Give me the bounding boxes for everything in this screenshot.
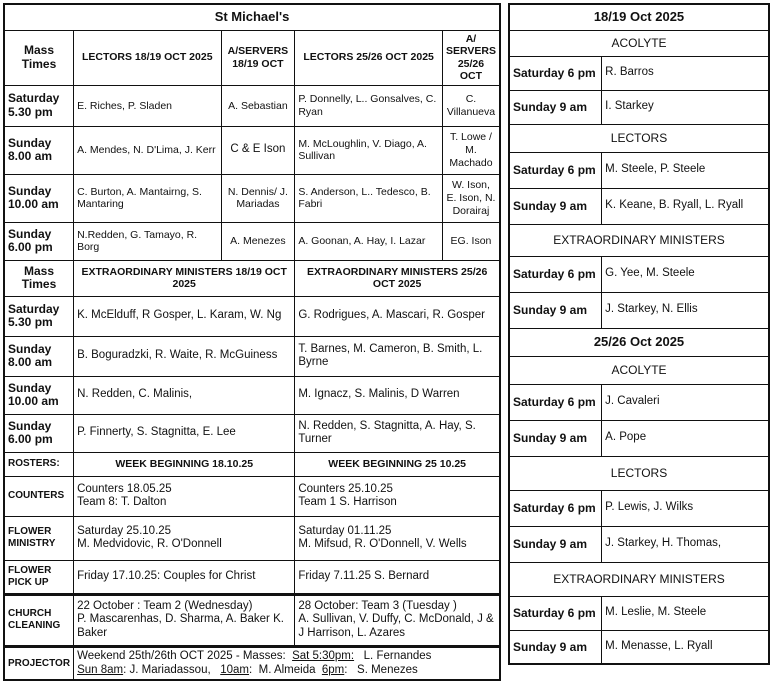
section-extraordinary-ministers: EXTRAORDINARY MINISTERS [509, 224, 769, 256]
mass-time: Sunday 8.00 am [4, 126, 74, 174]
roster-names: I. Starkey [602, 90, 769, 124]
mass-time: Sunday 10.00 am [4, 376, 74, 414]
em-a: N. Redden, C. Malinis, [74, 376, 295, 414]
roster-names: G. Yee, M. Steele [602, 256, 769, 292]
st-michaels-roster-table [3, 3, 501, 681]
projector-details [74, 646, 500, 680]
flower-ministry-b-names: M. Mifsud, R. O'Donnell, V. Wells [298, 538, 467, 551]
lectors-b: P. Donnelly, L.. Gonsalves, C. Ryan [295, 85, 443, 126]
em-b: G. Rodrigues, A. Mascari, R. Gosper [295, 296, 500, 336]
mass-time: Sunday 8.00 am [4, 336, 74, 376]
projector-sat-time: Sat 5:30pm: [292, 649, 355, 662]
roster-names: A. Pope [602, 420, 769, 456]
lectors-b: S. Anderson, L.. Tedesco, B. Fabri [295, 174, 443, 222]
servers-b: T. Lowe / M. Machado [442, 126, 500, 174]
roster-day: Sunday 9 am [509, 420, 602, 456]
em-b: M. Ignacz, S. Malinis, D Warren [295, 376, 500, 414]
lectors-a: A. Mendes, N. D'Lima, J. Kerr [74, 126, 221, 174]
projector-6pm: 6pm [321, 663, 345, 676]
em-a: P. Finnerty, S. Stagnitta, E. Lee [74, 414, 295, 452]
church-cleaning-a-team: 22 October : Team 2 (Wednesday) [77, 599, 253, 612]
church-cleaning-b-names: A. Sullivan, V. Duffy, C. McDonald, J & J Harrison, L. Azares [298, 613, 494, 640]
servers-header-b: A/ SERVERS 25/26 OCT [442, 30, 500, 85]
flower-ministry-b [295, 516, 500, 560]
mass-time: Saturday 5.30 pm [4, 296, 74, 336]
servers-b: C. Villanueva [442, 85, 500, 126]
counters-b-team: Team 1 S. Harrison [298, 496, 397, 509]
roster-day: Saturday 6 pm [509, 490, 602, 526]
second-parish-roster-table [508, 3, 770, 665]
roster-names: J. Starkey, H. Thomas, [602, 526, 769, 562]
projector-10am-name: : M. Almeida [249, 663, 322, 676]
church-cleaning-b [295, 594, 500, 646]
roster-names: M. Menasse, L. Ryall [602, 630, 769, 664]
roster-day: Saturday 6 pm [509, 56, 602, 90]
roster-names: K. Keane, B. Ryall, L. Ryall [602, 188, 769, 224]
date-title: 25/26 Oct 2025 [509, 328, 769, 356]
mass-time: Saturday 5.30 pm [4, 85, 74, 126]
counters-a [74, 476, 295, 516]
flower-pickup-b: Friday 7.11.25 S. Bernard [295, 560, 500, 594]
church-cleaning-a-names: P. Mascarenhas, D. Sharma, A. Baker K. Baker [77, 613, 284, 640]
section-extraordinary-ministers: EXTRAORDINARY MINISTERS [509, 562, 769, 596]
em-b: N. Redden, S. Stagnitta, A. Hay, S. Turner [295, 414, 500, 452]
projector-label: PROJECTOR [4, 646, 74, 680]
lectors-a: C. Burton, A. Mantairng, S. Mantaring [74, 174, 221, 222]
roster-day: Sunday 9 am [509, 188, 602, 224]
flower-pickup-label: FLOWER PICK UP [4, 560, 74, 594]
mass-times-header: Mass Times [4, 30, 74, 85]
mass-times-header: Mass Times [4, 260, 74, 296]
lectors-a: N.Redden, G. Tamayo, R. Borg [74, 222, 221, 260]
roster-names: J. Cavaleri [602, 384, 769, 420]
church-cleaning-a [74, 594, 295, 646]
roster-names: J. Starkey, N. Ellis [602, 292, 769, 328]
mass-time: Sunday 10.00 am [4, 174, 74, 222]
servers-b: W. Ison, E. Ison, N. Dorairaj [442, 174, 500, 222]
projector-weekend: Weekend 25th/26th OCT 2025 - Masses: [77, 649, 293, 662]
roster-names: M. Leslie, M. Steele [602, 596, 769, 630]
roster-day: Sunday 9 am [509, 526, 602, 562]
roster-day: Sunday 9 am [509, 90, 602, 124]
church-cleaning-label: CHURCH CLEANING [4, 594, 74, 646]
section-acolyte: ACOLYTE [509, 30, 769, 56]
roster-names: R. Barros [602, 56, 769, 90]
flower-ministry-b-date: Saturday 01.11.25 [298, 524, 392, 537]
projector-8am-name: : J. Mariadassou, [123, 663, 221, 676]
em-header-a: EXTRAORDINARY MINISTERS 18/19 OCT 2025 [74, 260, 295, 296]
mass-time: Sunday 6.00 pm [4, 414, 74, 452]
rosters-week-a: WEEK BEGINNING 18.10.25 [74, 452, 295, 476]
roster-names: P. Lewis, J. Wilks [602, 490, 769, 526]
section-lectors: LECTORS [509, 124, 769, 152]
rosters-label: ROSTERS: [4, 452, 74, 476]
servers-a: C & E Ison [221, 126, 295, 174]
date-title: 18/19 Oct 2025 [509, 4, 769, 30]
lectors-header-a: LECTORS 18/19 OCT 2025 [74, 30, 221, 85]
em-a: B. Boguradzki, R. Waite, R. McGuiness [74, 336, 295, 376]
mass-time: Sunday 6.00 pm [4, 222, 74, 260]
em-header-b: EXTRAORDINARY MINISTERS 25/26 OCT 2025 [295, 260, 500, 296]
servers-header-a: A/SERVERS 18/19 OCT [221, 30, 295, 85]
roster-day: Saturday 6 pm [509, 384, 602, 420]
church-cleaning-b-team: 28 October: Team 3 (Tuesday ) [298, 599, 457, 612]
roster-names: M. Steele, P. Steele [602, 152, 769, 188]
lectors-b: M. McLoughlin, V. Diago, A. Sullivan [295, 126, 443, 174]
lectors-b: A. Goonan, A. Hay, I. Lazar [295, 222, 443, 260]
flower-pickup-a: Friday 17.10.25: Couples for Christ [74, 560, 295, 594]
projector-sat-name: L. Fernandes [354, 649, 432, 662]
parish-title: St Michael's [4, 4, 500, 30]
flower-ministry-a-date: Saturday 25.10.25 [77, 524, 172, 537]
servers-a: A. Menezes [221, 222, 295, 260]
counters-label: COUNTERS [4, 476, 74, 516]
roster-day: Sunday 9 am [509, 630, 602, 664]
flower-ministry-a [74, 516, 295, 560]
roster-day: Saturday 6 pm [509, 152, 602, 188]
roster-day: Saturday 6 pm [509, 256, 602, 292]
servers-b: EG. Ison [442, 222, 500, 260]
lectors-a: E. Riches, P. Sladen [74, 85, 221, 126]
counters-a-team: Team 8: T. Dalton [77, 496, 167, 509]
counters-a-date: Counters 18.05.25 [77, 482, 172, 495]
em-b: T. Barnes, M. Cameron, B. Smith, L. Byrne [295, 336, 500, 376]
servers-a: N. Dennis/ J. Mariadas [221, 174, 295, 222]
projector-6pm-name: : S. Menezes [344, 663, 418, 676]
roster-day: Sunday 9 am [509, 292, 602, 328]
em-a: K. McElduff, R Gosper, L. Karam, W. Ng [74, 296, 295, 336]
counters-b-date: Counters 25.10.25 [298, 482, 393, 495]
projector-sun-8am: Sun 8am [77, 663, 124, 676]
lectors-header-b: LECTORS 25/26 OCT 2025 [295, 30, 443, 85]
section-acolyte: ACOLYTE [509, 356, 769, 384]
flower-ministry-label: FLOWER MINISTRY [4, 516, 74, 560]
rosters-week-b: WEEK BEGINNING 25 10.25 [295, 452, 500, 476]
counters-b [295, 476, 500, 516]
servers-a: A. Sebastian [221, 85, 295, 126]
projector-10am: 10am [220, 663, 250, 676]
flower-ministry-a-names: M. Medvidovic, R. O'Donnell [77, 538, 222, 551]
roster-day: Saturday 6 pm [509, 596, 602, 630]
section-lectors: LECTORS [509, 456, 769, 490]
